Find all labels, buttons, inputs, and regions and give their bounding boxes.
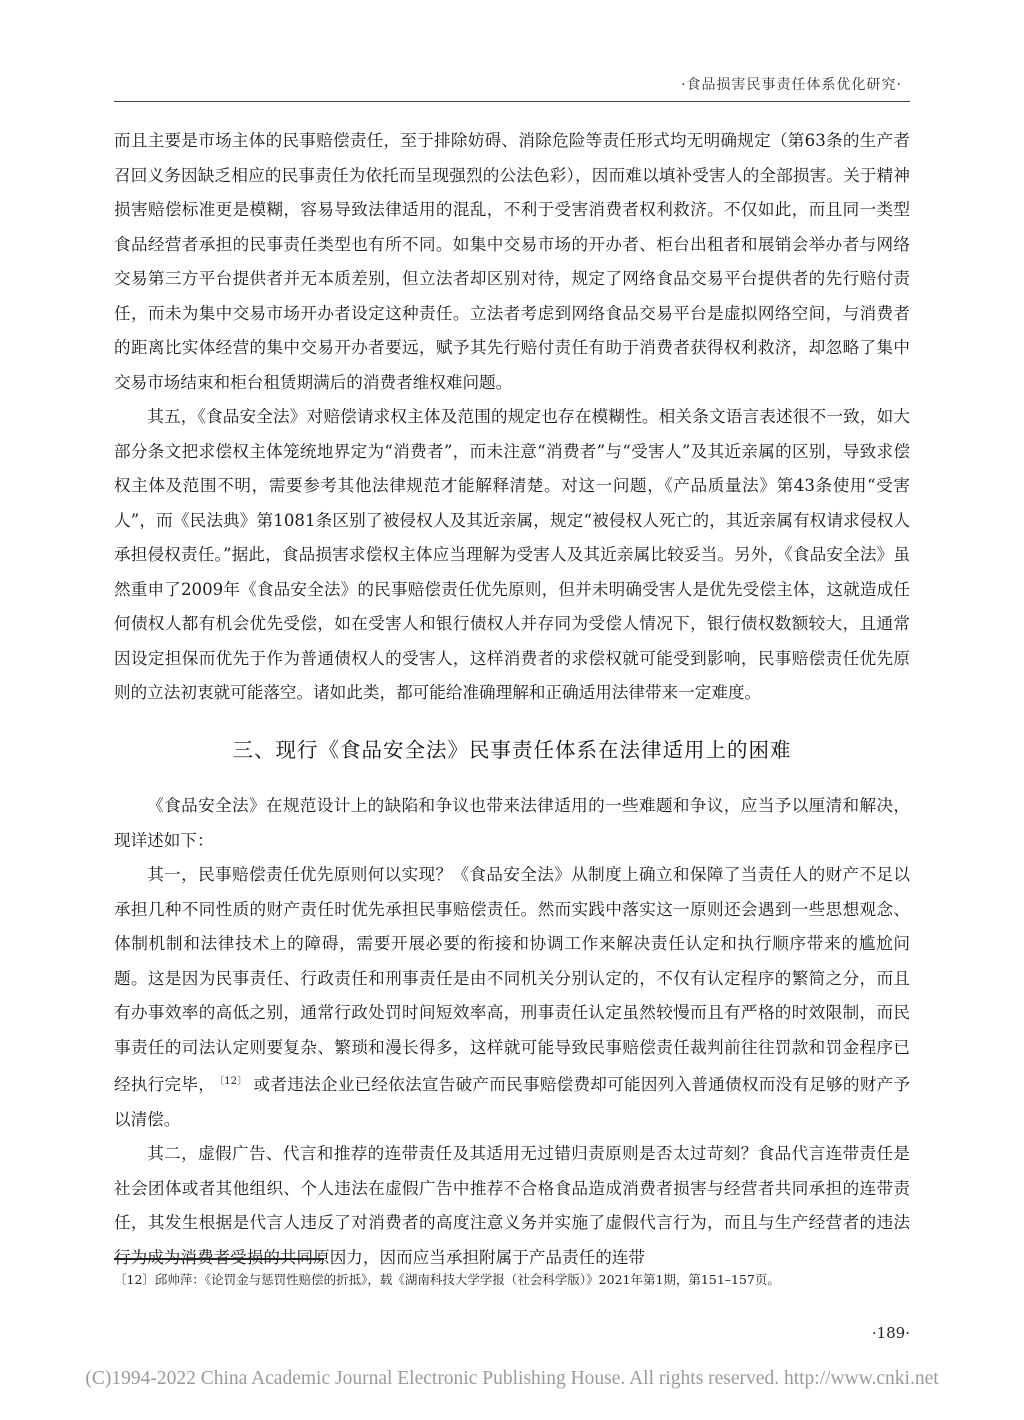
copyright-watermark: (C)1994-2022 China Academic Journal Electronic Publishing House. All rights reserved. http://www.cnki.net xyxy=(85,1368,939,1389)
paragraph: 其二，虚假广告、代言和推荐的连带责任及其适用无过错归责原则是否太过苛刻？食品代言连带责任是社会团体或者其他组织、个人违法在虚假广告中推荐不合格食品造成消费者损害与经营者共同承担的连带责任，其发生根据是代言人违反了对消费者的高度注意义务并实施了虚假代言行为，而且与生产经营者的违法行为成为消费者受损的共同原因力，因而应当承担附属于产品责任的连带 xyxy=(114,1144,910,1267)
section-heading: 三、现行《食品安全法》民事责任体系在法律适用上的困难 xyxy=(232,738,792,762)
paragraph: 《食品安全法》在规范设计上的缺陷和争议也带来法律适用的一些难题和争议，应当予以厘清和解决，现详述如下： xyxy=(114,796,910,850)
page-number: ·189· xyxy=(871,1324,910,1342)
footnote-divider xyxy=(114,1258,324,1260)
header-divider xyxy=(114,101,910,102)
body-text-bottom xyxy=(114,789,910,1275)
running-header: ·食品损害民事责任体系优化研究· xyxy=(681,77,902,93)
body-text-top xyxy=(114,124,910,711)
footnote: 〔12〕邱帅萍：《论罚金与惩罚性赔偿的折抵》，载《湖南科技大学学报（社会科学版）》2021年第1期，第151–157页。 xyxy=(114,1272,780,1287)
paragraph: 其五，《食品安全法》对赔偿请求权主体及范围的规定也存在模糊性。相关条文语言表述很不一致，如大部分条文把求偿权主体笼统地界定为“消费者”，而未注意“消费者”与“受害人”及其近亲属的区别，导致求偿权主体及范围不明，需要参考其他法律规范才能解释清楚。对这一问题，《产品质量法》第43条使用“受害人”，而《民法典》第1081条区别了被侵权人及其近亲属，规定“被侵权人死亡的，其近亲属有权请求侵权人承担侵权责任。”据此，食品损害求偿权主体应当理解为受害人及其近亲属比较妥当。另外，《食品安全法》虽然重申了2009年《食品安全法》的民事赔偿责任优先原则，但并未明确受害人是优先受偿主体，这就造成任何债权人都有机会优先受偿，如在受害人和银行债权人并存同为受偿人情况下，银行债权数额较大，且通常因设定担保而优先于作为普通债权人的受害人，这样消费者的求偿权就可能受到影响，民事赔偿责任优先原则的立法初衷就可能落空。诸如此类，都可能给准确理解和正确适用法律带来一定难度。 xyxy=(114,407,910,702)
paragraph: 而且主要是市场主体的民事赔偿责任，至于排除妨碍、消除危险等责任形式均无明确规定（第63条的生产者召回义务因缺乏相应的民事责任为依托而呈现强烈的公法色彩），因而难以填补受害人的全部损害。关于精神损害赔偿标准更是模糊，容易导致法律适用的混乱，不利于受害消费者权利救济。不仅如此，而且同一类型食品经营者承担的民事责任类型也有所不同。如集中交易市场的开办者、柜台出租者和展销会举办者与网络交易第三方平台提供者并无本质差别，但立法者却区别对待，规定了网络食品交易平台提供者的先行赔付责任，而未为集中交易市场开办者设定这种责任。立法者考虑到网络食品交易平台是虚拟网络空间，与消费者的距离比实体经营的集中交易开办者要远，赋予其先行赔付责任有助于消费者获得权利救济，却忽略了集中交易市场结束和柜台租赁期满后的消费者维权难问题。 xyxy=(114,131,910,392)
paragraph-text: 其一，民事赔偿责任优先原则何以实现？《食品安全法》从制度上确立和保障了当责任人的财产不足以承担几种不同性质的财产责任时优先承担民事赔偿责任。然而实践中落实这一原则还会遇到一些思想观念、体制机制和法律技术上的障碍，需要开展必要的衔接和协调工作来解决责任认定和执行顺序带来的尴尬问题。这是因为民事责任、行政责任和刑事责任是由不同机关分别认定的，不仅有认定程序的繁简之分，而且有办事效率的高低之别，通常行政处罚时间短效率高，刑事责任认定虽然较慢而且有严格的时效限制，而民事责任的司法认定则要复杂、繁琐和漫长得多，这样就可能导致民事赔偿责任裁判前往往罚款和罚金程序已经执行完毕， xyxy=(114,865,910,1094)
paragraph-text: 或者违法企业已经依法宣告破产而民事赔偿费却可能因列入普通债权而没有足够的财产予以清偿。 xyxy=(114,1075,911,1129)
paragraph xyxy=(114,858,910,1137)
footnote-reference[interactable]: 〔12〕 xyxy=(219,1076,248,1087)
